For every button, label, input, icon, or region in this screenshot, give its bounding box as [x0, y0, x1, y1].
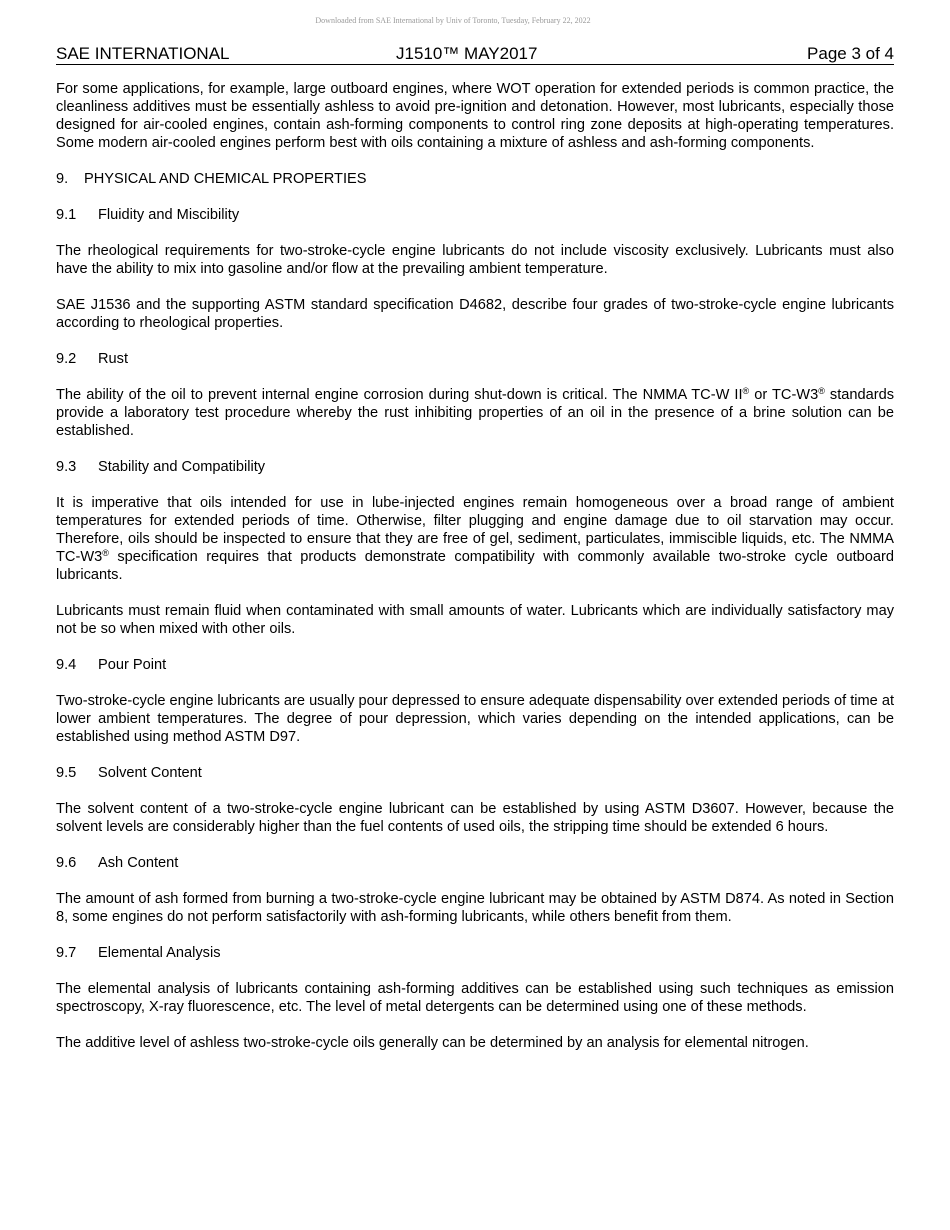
intro-paragraph: For some applications, for example, large outboard engines, where WOT operation for extended periods is common practice, the cleanliness additives must be essentially ashless to avoid pre-ignition and detonation. However, most lubricants, especially those designed for air-cooled engines, contain ash-forming components to control ring zone deposits at high-operating temperatures. Some modern air-cooled engines perform best with oils containing a mixture of ashless and ash-forming components.: [56, 81, 894, 151]
section-title: Pour Point: [98, 657, 167, 673]
paragraph: The solvent content of a two-stroke-cycle engine lubricant can be established by using ASTM D3607. However, because the solvent levels are considerably higher than the fuel contents of used oils, the stripping time should be extended 6 hours.: [56, 801, 894, 835]
paragraph: Lubricants must remain fluid when contaminated with small amounts of water. Lubricants which are individually satisfactory may not be so when mixed with other oils.: [56, 603, 894, 637]
section-number: 9.3: [56, 459, 77, 475]
paragraph: [56, 386, 894, 440]
section-title: PHYSICAL AND CHEMICAL PROPERTIES: [84, 171, 367, 187]
text-run: standards provide a laboratory test procedure whereby the rust inhibiting properties of an oil in the presence of a brine solution can be established.: [56, 387, 894, 439]
paragraph: The amount of ash formed from burning a two-stroke-cycle engine lubricant may be obtained by ASTM D874. As noted in Section 8, some engines do not perform satisfactorily with ash-forming lubricants, while others benefit from them.: [56, 891, 894, 925]
section-number: 9.4: [56, 657, 77, 673]
registered-mark: ®: [818, 386, 825, 396]
section-9-3-heading: [56, 458, 894, 476]
section-9-6-heading: [56, 854, 894, 872]
text-run: The ability of the oil to prevent internal engine corrosion during shut-down is critical. The NMMA TC-W II: [56, 387, 743, 403]
section-number: 9.: [56, 171, 69, 187]
section-9-heading: [56, 170, 894, 188]
section-title: Ash Content: [98, 855, 179, 871]
section-9-2-heading: [56, 350, 894, 368]
text-run: specification requires that products demonstrate compatibility with commonly available two-stroke cycle outboard lubricants.: [56, 549, 894, 583]
header-org: SAE INTERNATIONAL: [56, 44, 230, 63]
section-title: Fluidity and Miscibility: [98, 207, 240, 223]
registered-mark: ®: [742, 386, 750, 396]
section-number: 9.2: [56, 351, 77, 367]
section-title: Elemental Analysis: [98, 945, 221, 961]
section-9-4-heading: [56, 656, 894, 674]
text-run: It is imperative that oils intended for use in lube-injected engines remain homogeneous over a broad range of ambient temperatures for extended periods of time. Otherwise, filter plugging and engine damage due to oil starvation may occur. Therefore, oils should be inspected to ensure that they are free of gel, sediment, particulates, immiscible liquids, etc. The NMMA TC-W3: [56, 495, 894, 565]
section-number: 9.6: [56, 855, 77, 871]
registered-mark: ®: [102, 548, 109, 558]
paragraph: SAE J1536 and the supporting ASTM standard specification D4682, describe four grades of two-stroke-cycle engine lubricants according to rheological properties.: [56, 297, 894, 331]
download-watermark: Downloaded from SAE International by Univ of Toronto, Tuesday, February 22, 2022: [315, 16, 591, 25]
section-number: 9.1: [56, 207, 77, 223]
document-body: [56, 80, 894, 1070]
section-title: Rust: [98, 351, 129, 367]
paragraph: The rheological requirements for two-stroke-cycle engine lubricants do not include viscosity exclusively. Lubricants must also have the ability to mix into gasoline and/or flow at the prevailing ambient temperature.: [56, 243, 894, 277]
section-number: 9.5: [56, 765, 77, 781]
paragraph: The elemental analysis of lubricants containing ash-forming additives can be established using such techniques as emission spectroscopy, X-ray fluorescence, etc. The level of metal detergents can be determined using one of these methods.: [56, 981, 894, 1015]
section-9-1-heading: [56, 206, 894, 224]
paragraph: Two-stroke-cycle engine lubricants are usually pour depressed to ensure adequate dispensability over extended periods of time at lower ambient temperatures. The degree of pour depression, which varies depending on the intended applications, can be established using method ASTM D97.: [56, 693, 895, 745]
text-run: or TC-W3: [749, 387, 819, 403]
page-header: [56, 44, 894, 65]
section-title: Stability and Compatibility: [98, 459, 266, 475]
section-9-7-heading: [56, 944, 894, 962]
header-doc-id: J1510™ MAY2017: [396, 44, 538, 63]
section-9-5-heading: [56, 764, 894, 782]
section-number: 9.7: [56, 945, 77, 961]
paragraph: [56, 494, 894, 584]
header-page-number: Page 3 of 4: [807, 44, 894, 63]
paragraph: The additive level of ashless two-stroke-cycle oils generally can be determined by an analysis for elemental nitrogen.: [56, 1035, 809, 1051]
section-title: Solvent Content: [98, 765, 202, 781]
